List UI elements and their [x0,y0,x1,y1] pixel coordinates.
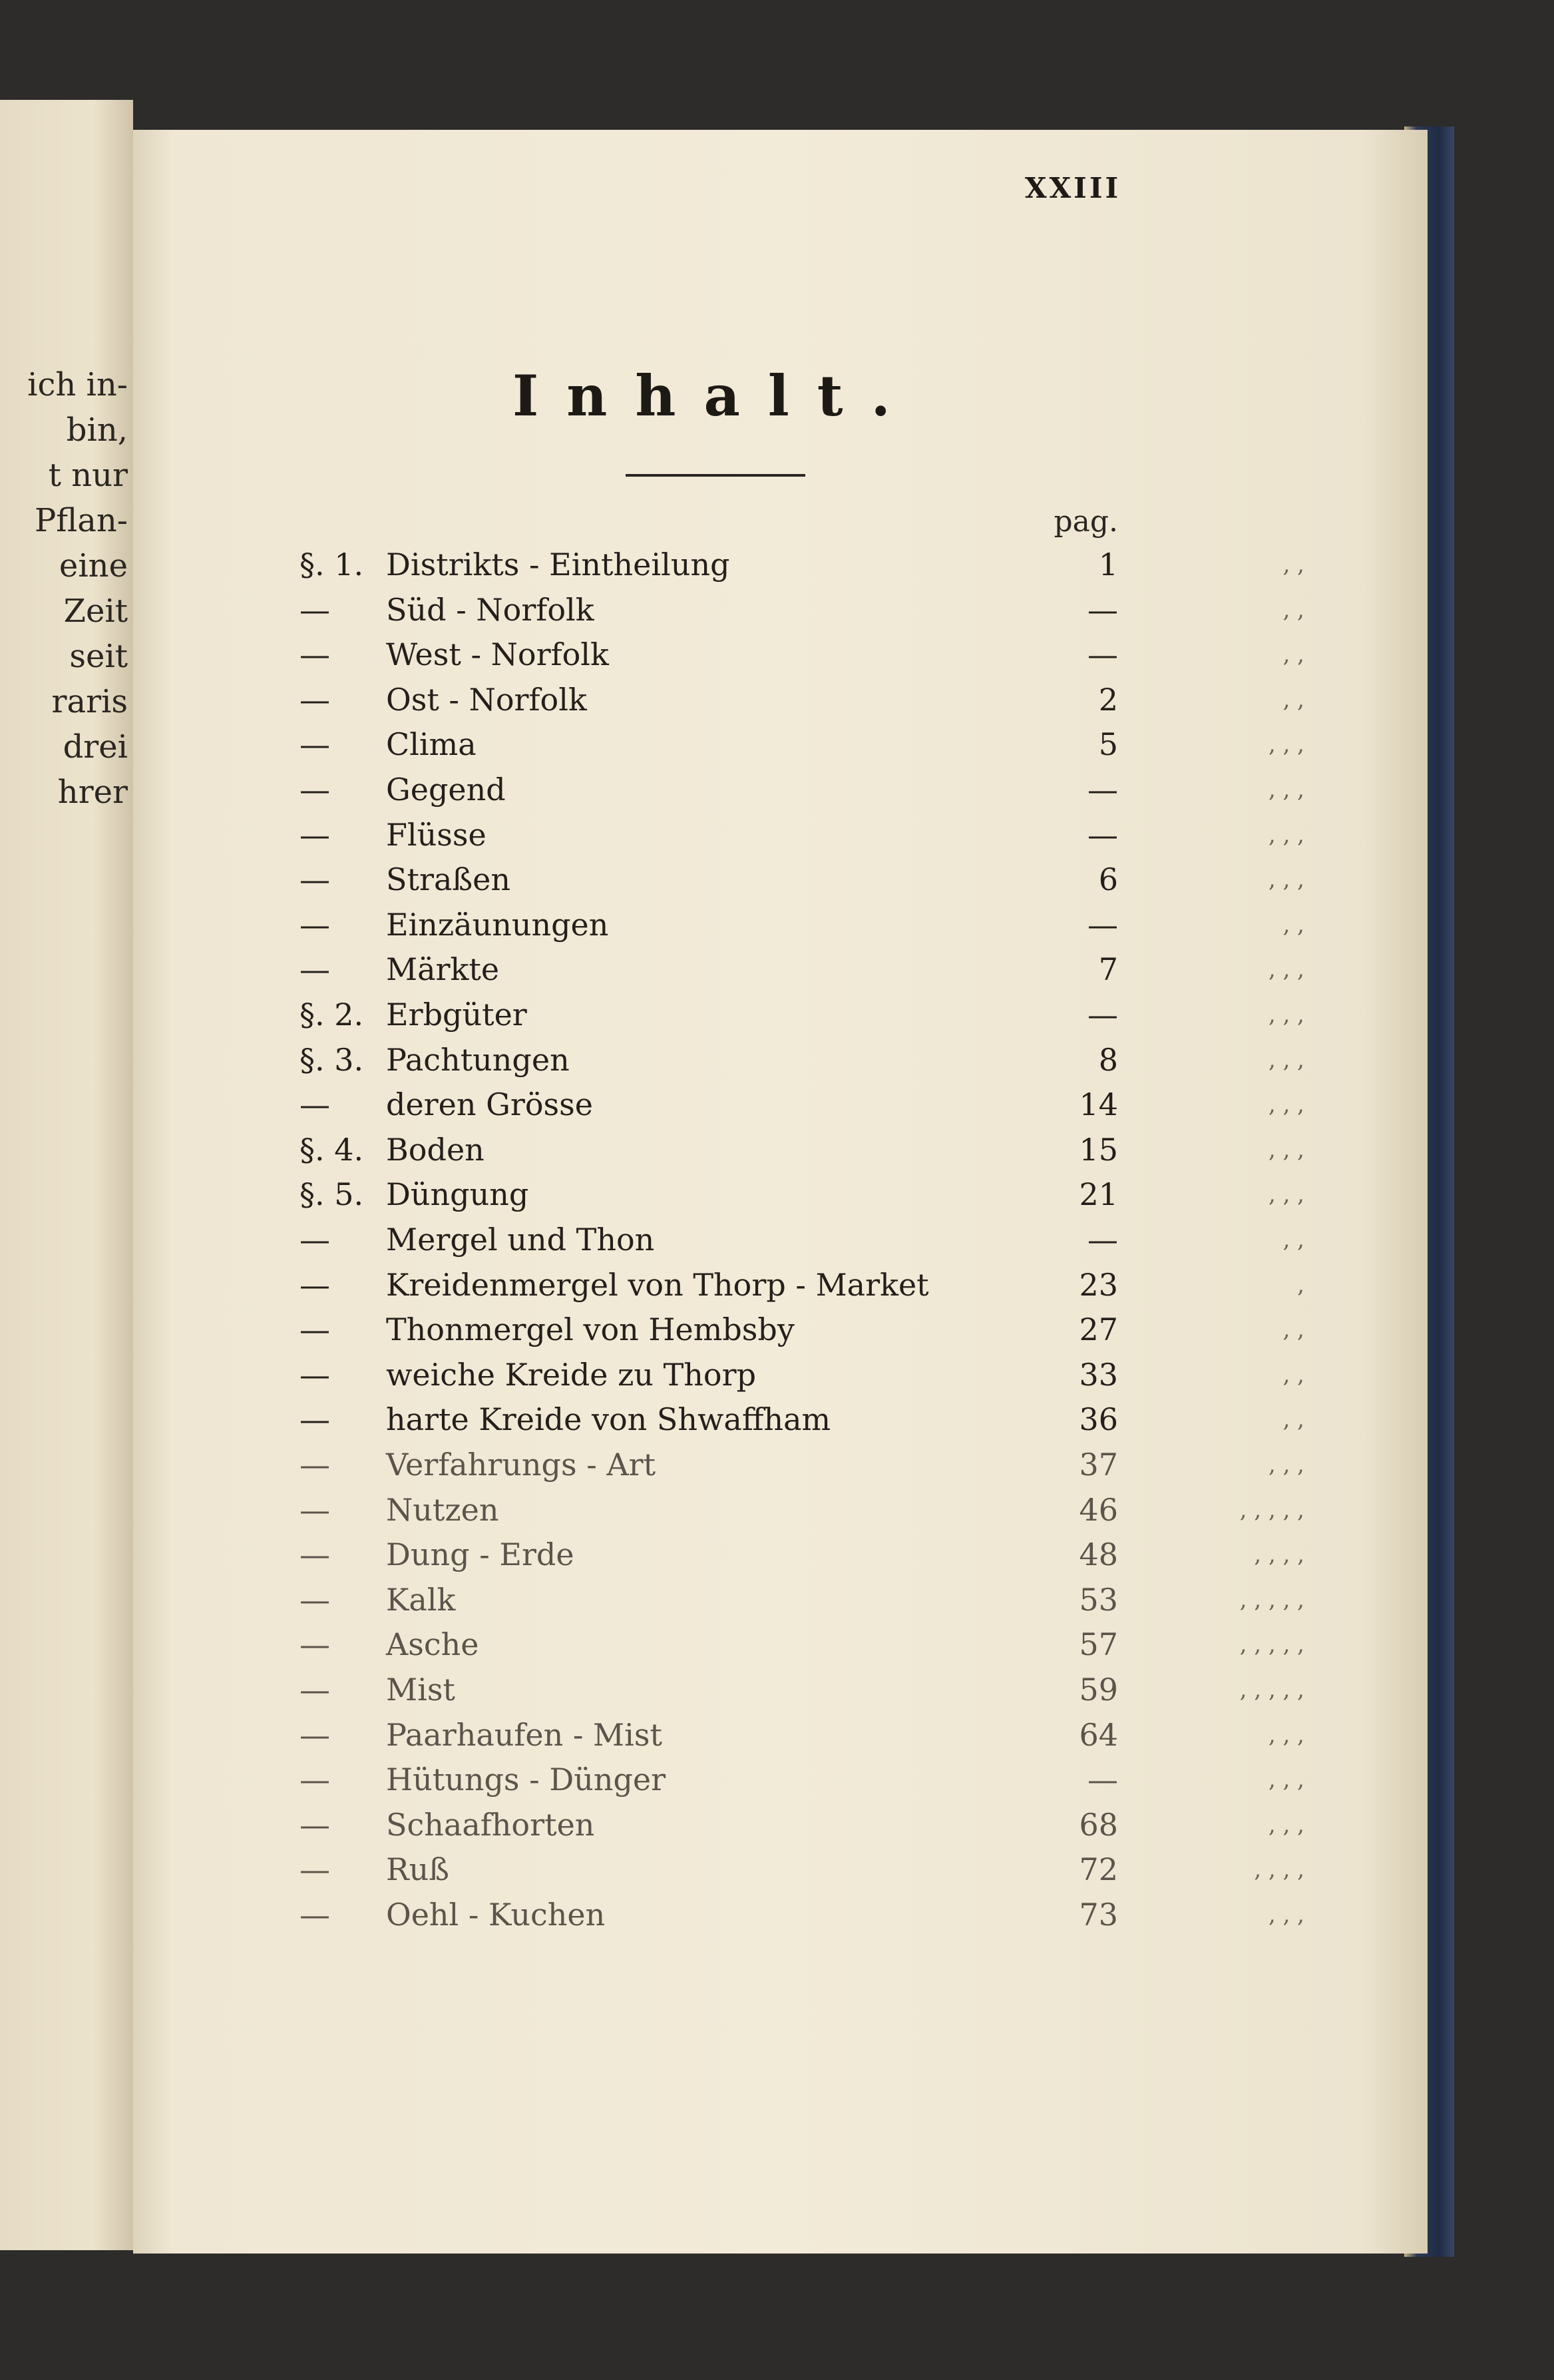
toc-leader-marks: , , , [1268,776,1304,803]
toc-entry-label: Clima [386,726,477,763]
toc-leader-marks: , , , [1268,1811,1304,1838]
toc-page-number: 72 [1079,1851,1118,1888]
toc-entry-label: Kalk [386,1581,456,1618]
toc-entry [299,1397,1304,1441]
toc-entry-label: Thonmergel von Hembsby [386,1311,795,1348]
toc-page-number: 73 [1079,1897,1118,1933]
toc-page-number: — [1087,1222,1118,1258]
toc-leader-marks: , , [1282,1361,1304,1388]
toc-entry [299,1308,1304,1351]
toc-page-number: 23 [1079,1266,1118,1303]
toc-section-number: — [299,1626,330,1663]
toc-section-number: — [299,1447,330,1483]
toc-page-number: 57 [1079,1626,1118,1663]
toc-page-number: 33 [1079,1356,1118,1393]
toc-entry-label: Kreidenmergel von Thorp - Market [386,1266,929,1303]
toc-page-number: 8 [1098,1041,1118,1078]
toc-section-number: — [299,1222,330,1258]
toc-page-number: 5 [1098,726,1118,763]
toc-leader-marks: , , , [1268,1766,1304,1793]
page-title: Inhalt. [512,363,918,429]
toc-leader-marks: , , [1282,1226,1304,1253]
left-page-line: ich in- [27,366,128,403]
toc-page-number: 36 [1079,1401,1118,1438]
toc-page-number: — [1087,997,1118,1033]
toc-entry-label: deren Grösse [386,1086,593,1123]
pag-label: pag. [1054,505,1118,539]
toc-entry [299,1533,1304,1576]
left-page-line: t nur [48,457,128,494]
toc-entry [299,1172,1304,1216]
toc-leader-marks: , , , [1268,1091,1304,1118]
toc-leader-marks: , , , [1268,1001,1304,1028]
toc-leader-marks: , , , , , [1239,1676,1304,1703]
toc-entry-label: Oehl - Kuchen [386,1897,606,1933]
toc-leader-marks: , , , [1268,1181,1304,1208]
toc-leader-marks: , , , [1268,1136,1304,1163]
toc-entry-label: harte Kreide von Shwaffham [386,1401,831,1438]
toc-section-number: — [299,772,330,808]
toc-entry [299,768,1304,812]
toc-entry [299,813,1304,857]
toc-section-number: — [299,1581,330,1618]
toc-section-number: — [299,1311,330,1348]
toc-entry-label: Mist [386,1672,455,1708]
toc-entry-label: Schaafhorten [386,1806,595,1843]
toc-entry-label: Gegend [386,772,506,808]
toc-entry [299,1758,1304,1801]
toc-section-number: — [299,1491,330,1528]
toc-entry [299,678,1304,722]
toc-entry-label: Süd - Norfolk [386,591,594,628]
toc-entry [299,1803,1304,1847]
toc-entry [299,1218,1304,1262]
toc-leader-marks: , , [1282,641,1304,668]
toc-entry-label: Düngung [386,1176,529,1213]
toc-section-number: — [299,1356,330,1393]
toc-entry [299,1488,1304,1532]
toc-entry-label: Verfahrungs - Art [386,1447,656,1483]
toc-page-number: 59 [1079,1672,1118,1708]
toc-page-number: 37 [1079,1447,1118,1483]
toc-page-number: 6 [1098,861,1118,898]
toc-entry [299,1128,1304,1172]
toc-entry-label: Boden [386,1131,485,1168]
toc-leader-marks: , , , [1268,956,1304,983]
toc-entry-label: Asche [386,1626,479,1663]
toc-entry-label: Dung - Erde [386,1537,574,1573]
toc-entry [299,947,1304,991]
toc-page-number: — [1087,816,1118,853]
toc-section-number: §. 1. [299,547,364,583]
toc-section-number: §. 2. [299,997,364,1033]
toc-entry [299,1713,1304,1757]
left-page-line: hrer [57,774,128,811]
toc-page-number: — [1087,636,1118,673]
toc-section-number: — [299,591,330,628]
toc-entry-label: Ruß [386,1851,449,1888]
toc-entry-label: Straßen [386,861,510,898]
toc-leader-marks: , , [1282,1406,1304,1433]
toc-leader-marks: , , , , , [1239,1496,1304,1523]
toc-entry-label: Nutzen [386,1491,499,1528]
toc-leader-marks: , , , , [1254,1856,1304,1883]
toc-entry [299,903,1304,947]
toc-entry [299,1847,1304,1891]
left-page-line: eine [59,547,128,585]
left-page [0,100,133,2250]
toc-page-number: 53 [1079,1581,1118,1618]
left-page-line: drei [63,728,128,766]
toc-entry-label: West - Norfolk [386,636,609,673]
left-page-line: Zeit [63,593,128,630]
toc-entry [299,1578,1304,1622]
toc-section-number: — [299,681,330,718]
left-page-line: Pflan- [34,502,128,539]
title-rule [626,474,805,477]
toc-section-number: — [299,1537,330,1573]
toc-page-number: — [1087,591,1118,628]
toc-entry-label: Einzäunungen [386,906,609,943]
toc-section-number: — [299,1672,330,1708]
toc-entry-label: Hütungs - Dünger [386,1762,666,1798]
toc-leader-marks: , , , [1268,821,1304,848]
toc-leader-marks: , , [1282,1316,1304,1343]
toc-entry-label: Ost - Norfolk [386,681,587,718]
page-number: XXIII [1025,172,1121,204]
left-page-line: bin, [66,411,128,449]
left-page-line: raris [51,683,128,720]
toc-entry [299,722,1304,766]
toc-entry-label: Pachtungen [386,1041,570,1078]
toc-leader-marks: , , , [1268,1451,1304,1478]
toc-section-number: — [299,1266,330,1303]
toc-entry [299,588,1304,632]
toc-entry [299,1893,1304,1937]
toc-entry-label: Paarhaufen - Mist [386,1716,662,1753]
toc-section-number: — [299,726,330,763]
toc-entry [299,1038,1304,1082]
toc-section-number: — [299,816,330,853]
toc-section-number: — [299,1762,330,1798]
toc-entry-label: Flüsse [386,816,486,853]
toc-leader-marks: , , [1282,911,1304,938]
toc-section-number: — [299,1086,330,1123]
toc-section-number: — [299,861,330,898]
toc-entry-label: Distrikts - Eintheilung [386,547,730,583]
toc-entry [299,1668,1304,1712]
toc-section-number: §. 4. [299,1131,364,1168]
toc-page-number: 21 [1079,1176,1118,1213]
toc-leader-marks: , , [1282,596,1304,623]
toc-entry [299,1443,1304,1487]
toc-page-number: — [1087,906,1118,943]
toc-entry [299,632,1304,676]
toc-leader-marks: , , , , [1254,1541,1304,1568]
toc-section-number: — [299,1851,330,1888]
toc-leader-marks: , , , [1268,1721,1304,1748]
toc-entry-label: weiche Kreide zu Thorp [386,1356,757,1393]
toc-section-number: — [299,636,330,673]
toc-section-number: — [299,1401,330,1438]
toc-page-number: 15 [1079,1131,1118,1168]
toc-page-number: 2 [1098,681,1118,718]
toc-entry [299,993,1304,1037]
toc-leader-marks: , , , [1268,1046,1304,1073]
toc-page-number: 7 [1098,951,1118,988]
toc-section-number: — [299,951,330,988]
left-page-line: seit [69,638,128,675]
toc-leader-marks: , , , , , [1239,1586,1304,1613]
toc-page-number: 1 [1098,547,1118,583]
toc-leader-marks: , , , [1268,731,1304,758]
toc-section-number: — [299,1806,330,1843]
toc-page-number: 64 [1079,1716,1118,1753]
toc-entry [299,543,1304,587]
toc-leader-marks: , , , , , [1239,1631,1304,1658]
toc-leader-marks: , , , [1268,1901,1304,1928]
toc-entry-label: Erbgüter [386,997,527,1033]
toc-leader-marks: , , [1282,686,1304,713]
toc-section-number: §. 3. [299,1041,364,1078]
toc-page-number: 14 [1079,1086,1118,1123]
toc-entry [299,1353,1304,1397]
toc-entry [299,1082,1304,1126]
toc-page-number: — [1087,1762,1118,1798]
toc-page-number: 68 [1079,1806,1118,1843]
toc-section-number: §. 5. [299,1176,364,1213]
toc-page-number: — [1087,772,1118,808]
toc-leader-marks: , , , [1268,866,1304,893]
toc-page-number: 46 [1079,1491,1118,1528]
toc-section-number: — [299,1897,330,1933]
toc-leader-marks: , , [1282,551,1304,578]
toc-page-number: 27 [1079,1311,1118,1348]
toc-entry [299,1622,1304,1666]
toc-section-number: — [299,1716,330,1753]
toc-leader-marks: , [1297,1271,1304,1298]
toc-entry-label: Märkte [386,951,500,988]
toc-entry [299,857,1304,901]
toc-entry-label: Mergel und Thon [386,1222,655,1258]
toc-section-number: — [299,906,330,943]
toc-page-number: 48 [1079,1537,1118,1573]
toc-entry [299,1263,1304,1307]
